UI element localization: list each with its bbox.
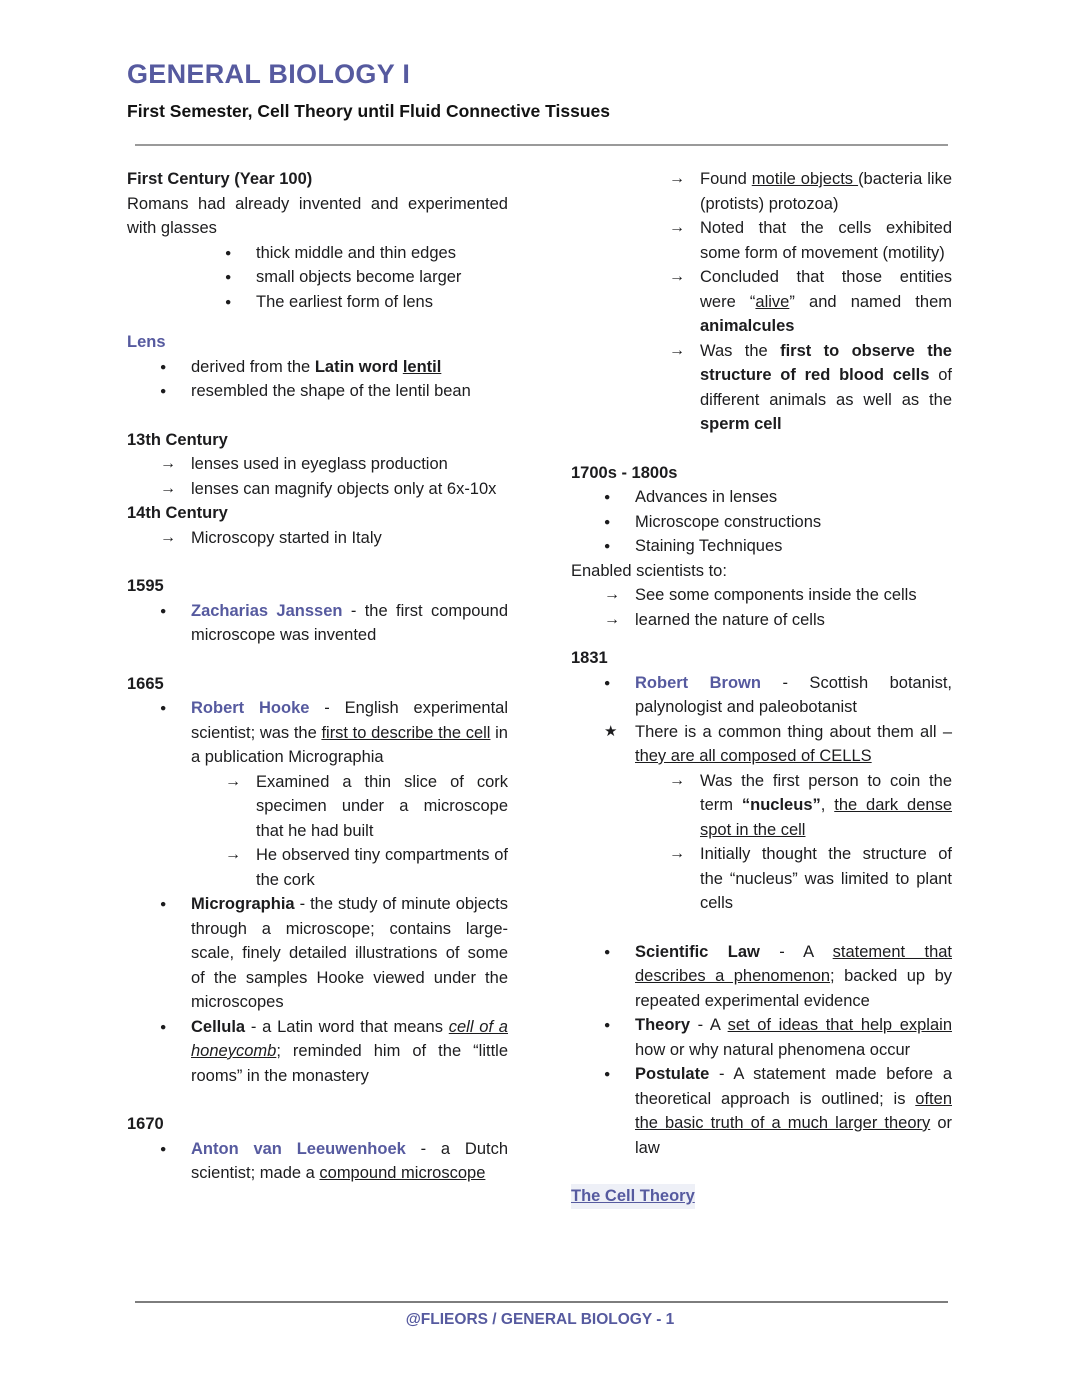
list-item-text: Concluded that those entities were “alive” and named them animalcules xyxy=(700,268,952,335)
arrow-bullet-icon: → xyxy=(225,846,241,863)
list-item xyxy=(571,769,952,843)
list-item-text: Robert Brown - Scottish botanist, palynologist and paleobotanist xyxy=(635,673,952,716)
list-item-text: Scientific Law - A statement that describes a phenomenon; backed up by repeated experimental evidence xyxy=(635,942,953,1010)
list-item xyxy=(571,167,952,216)
list-item xyxy=(127,892,508,1015)
list-item-text: thick middle and thin edges xyxy=(256,243,456,262)
list-item-text: Zacharias Janssen - the first compound microscope was invented xyxy=(191,601,509,644)
document-header xyxy=(0,0,1080,123)
bullet-icon: ● xyxy=(160,1142,167,1155)
list-item-text: See some components inside the cells xyxy=(635,586,917,604)
arrow-bullet-icon: → xyxy=(604,586,620,603)
bullet-icon: ● xyxy=(225,271,232,283)
star-bullet-icon: ★ xyxy=(604,722,618,740)
right-column xyxy=(571,167,952,1209)
section-lens xyxy=(127,330,508,404)
bullet-icon: ● xyxy=(160,1020,167,1033)
paragraph: Romans had already invented and experimented with glasses xyxy=(127,194,508,237)
section-heading: First Century (Year 100) xyxy=(127,170,313,188)
list-item-text: Microscopy started in Italy xyxy=(191,528,382,547)
bullet-icon: ● xyxy=(604,491,611,503)
bullet-icon: ● xyxy=(160,898,167,910)
arrow-bullet-icon: → xyxy=(160,479,176,497)
list-item xyxy=(127,526,508,551)
list-item xyxy=(571,534,952,559)
footer-rule xyxy=(135,1301,948,1303)
list-item-text: resembled the shape of the lentil bean xyxy=(191,382,471,400)
list-item xyxy=(127,696,508,770)
list-item-text: Initially thought the structure of the “nucleus” was limited to plant cells xyxy=(700,845,952,912)
bullet-icon: ● xyxy=(225,246,232,259)
bullet-icon: ● xyxy=(160,604,167,617)
list-item xyxy=(571,1062,952,1160)
section-heading: 1700s - 1800s xyxy=(571,463,678,482)
list-item-text: Noted that the cells exhibited some form of movement (motility) xyxy=(700,219,952,262)
bullet-icon: ● xyxy=(604,540,611,552)
section-definitions xyxy=(571,940,952,1161)
arrow-bullet-icon: → xyxy=(669,771,685,789)
list-item-text: He observed tiny compartments of the cork xyxy=(256,846,508,889)
section-heading: 1665 xyxy=(127,674,164,693)
section-heading: Lens xyxy=(127,333,166,351)
list-item xyxy=(127,290,508,315)
list-item xyxy=(571,216,952,265)
list-item xyxy=(127,355,508,380)
list-item-text: Theory - A set of ideas that help explain how or why natural phenomena occur xyxy=(635,1016,952,1059)
list-item-text: Examined a thin slice of cork specimen under a microscope that he had built xyxy=(256,772,508,840)
page-title: GENERAL BIOLOGY I xyxy=(127,59,411,89)
list-item-text: Was the first person to coin the term “nucleus”, the dark dense spot in the cell xyxy=(700,771,952,839)
list-item-text: There is a common thing about them all – they are all composed of CELLS xyxy=(635,722,952,765)
list-item-text: derived from the Latin word lentil xyxy=(191,357,442,376)
arrow-bullet-icon: → xyxy=(604,610,620,628)
section-heading: 1670 xyxy=(127,1115,164,1133)
list-item-text: learned the nature of cells xyxy=(635,610,825,629)
section-14th-century xyxy=(127,501,508,550)
list-item-text: Microscope constructions xyxy=(635,512,822,531)
list-item xyxy=(571,339,952,437)
arrow-bullet-icon: → xyxy=(669,219,685,236)
bullet-icon: ● xyxy=(225,295,232,308)
section-heading: 1595 xyxy=(127,577,164,595)
bullet-icon: ● xyxy=(604,1068,611,1080)
list-item-text: Postulate - A statement made before a theoretical approach is outlined; is often the basic truth of a much larger theory or law xyxy=(635,1065,953,1157)
section-first-century xyxy=(127,167,508,314)
arrow-bullet-icon: → xyxy=(160,528,176,546)
list-item xyxy=(571,265,952,339)
arrow-bullet-icon: → xyxy=(160,455,176,472)
list-item xyxy=(127,1015,508,1089)
arrow-bullet-icon: → xyxy=(669,170,685,187)
list-item xyxy=(127,770,508,844)
list-item xyxy=(127,1137,508,1186)
bullet-icon: ● xyxy=(604,945,611,958)
arrow-bullet-icon: → xyxy=(669,268,685,285)
list-item xyxy=(571,842,952,916)
list-item xyxy=(571,671,952,720)
list-item xyxy=(127,265,508,290)
section-1595 xyxy=(127,574,508,648)
content-columns xyxy=(0,167,1080,1209)
horizontal-rule xyxy=(135,144,948,146)
list-item-text: lenses can magnify objects only at 6x-10x xyxy=(191,479,497,498)
list-item xyxy=(127,843,508,892)
list-item xyxy=(127,379,508,404)
section-heading: 13th Century xyxy=(127,430,228,449)
section-1670 xyxy=(127,1112,508,1186)
list-item xyxy=(571,583,952,608)
list-item xyxy=(571,720,952,769)
bullet-icon: ● xyxy=(160,385,167,397)
list-item xyxy=(127,599,508,648)
section-heading: 14th Century xyxy=(127,504,228,522)
arrow-bullet-icon: → xyxy=(669,341,685,359)
section-leeuwenhoek-findings xyxy=(571,167,952,437)
bullet-icon: ● xyxy=(160,702,167,714)
arrow-bullet-icon: → xyxy=(669,845,685,862)
paragraph: Enabled scientists to: xyxy=(571,561,727,580)
footer-text: @FLIEORS / GENERAL BIOLOGY - 1 xyxy=(405,1311,675,1328)
bullet-icon: ● xyxy=(604,515,611,528)
list-item-text: Anton van Leeuwenhoek - a Dutch scientist; made a compound microscope xyxy=(191,1139,509,1182)
list-item-text: Was the first to observe the structure of red blood cells of different animals as well as the sperm cell xyxy=(700,341,952,433)
list-item-text: lenses used in eyeglass production xyxy=(191,455,448,473)
list-item xyxy=(571,485,952,510)
list-item-text: Found motile objects (bacteria like (protists) protozoa) xyxy=(700,170,953,213)
section-1831 xyxy=(571,646,952,916)
list-item xyxy=(571,940,952,1014)
list-item-text: Robert Hooke - English experimental scientist; was the first to describe the cell in a publication Micrographia xyxy=(191,699,509,766)
list-item-text: Advances in lenses xyxy=(635,488,778,506)
section-cell-theory-link xyxy=(571,1184,952,1209)
list-item-text: The earliest form of lens xyxy=(256,292,433,311)
page-subtitle: First Semester, Cell Theory until Fluid Connective Tissues xyxy=(127,101,611,121)
bullet-icon: ● xyxy=(160,360,167,373)
list-item-text: Staining Techniques xyxy=(635,537,783,555)
list-item xyxy=(127,477,508,502)
list-item xyxy=(127,452,508,477)
section-13th-century xyxy=(127,428,508,502)
list-item-text: Cellula - a Latin word that means cell of a honeycomb; reminded him of the “little rooms” in the monastery xyxy=(191,1017,508,1085)
left-column xyxy=(127,167,508,1209)
section-1700s-1800s xyxy=(571,461,952,633)
list-item xyxy=(571,608,952,633)
list-item xyxy=(127,241,508,266)
section-1665 xyxy=(127,672,508,1089)
list-item xyxy=(571,510,952,535)
list-item-text: small objects become larger xyxy=(256,268,462,286)
list-item xyxy=(571,1013,952,1062)
bullet-icon: ● xyxy=(604,1019,611,1031)
section-heading: 1831 xyxy=(571,649,608,667)
cell-theory-link[interactable]: The Cell Theory xyxy=(571,1184,695,1209)
arrow-bullet-icon: → xyxy=(225,772,241,790)
bullet-icon: ● xyxy=(604,676,611,689)
list-item-text: Micrographia - the study of minute objects through a microscope; contains large-scale, finely detailed illustrations of some of the samples Hooke viewed under the microscopes xyxy=(191,895,508,1011)
